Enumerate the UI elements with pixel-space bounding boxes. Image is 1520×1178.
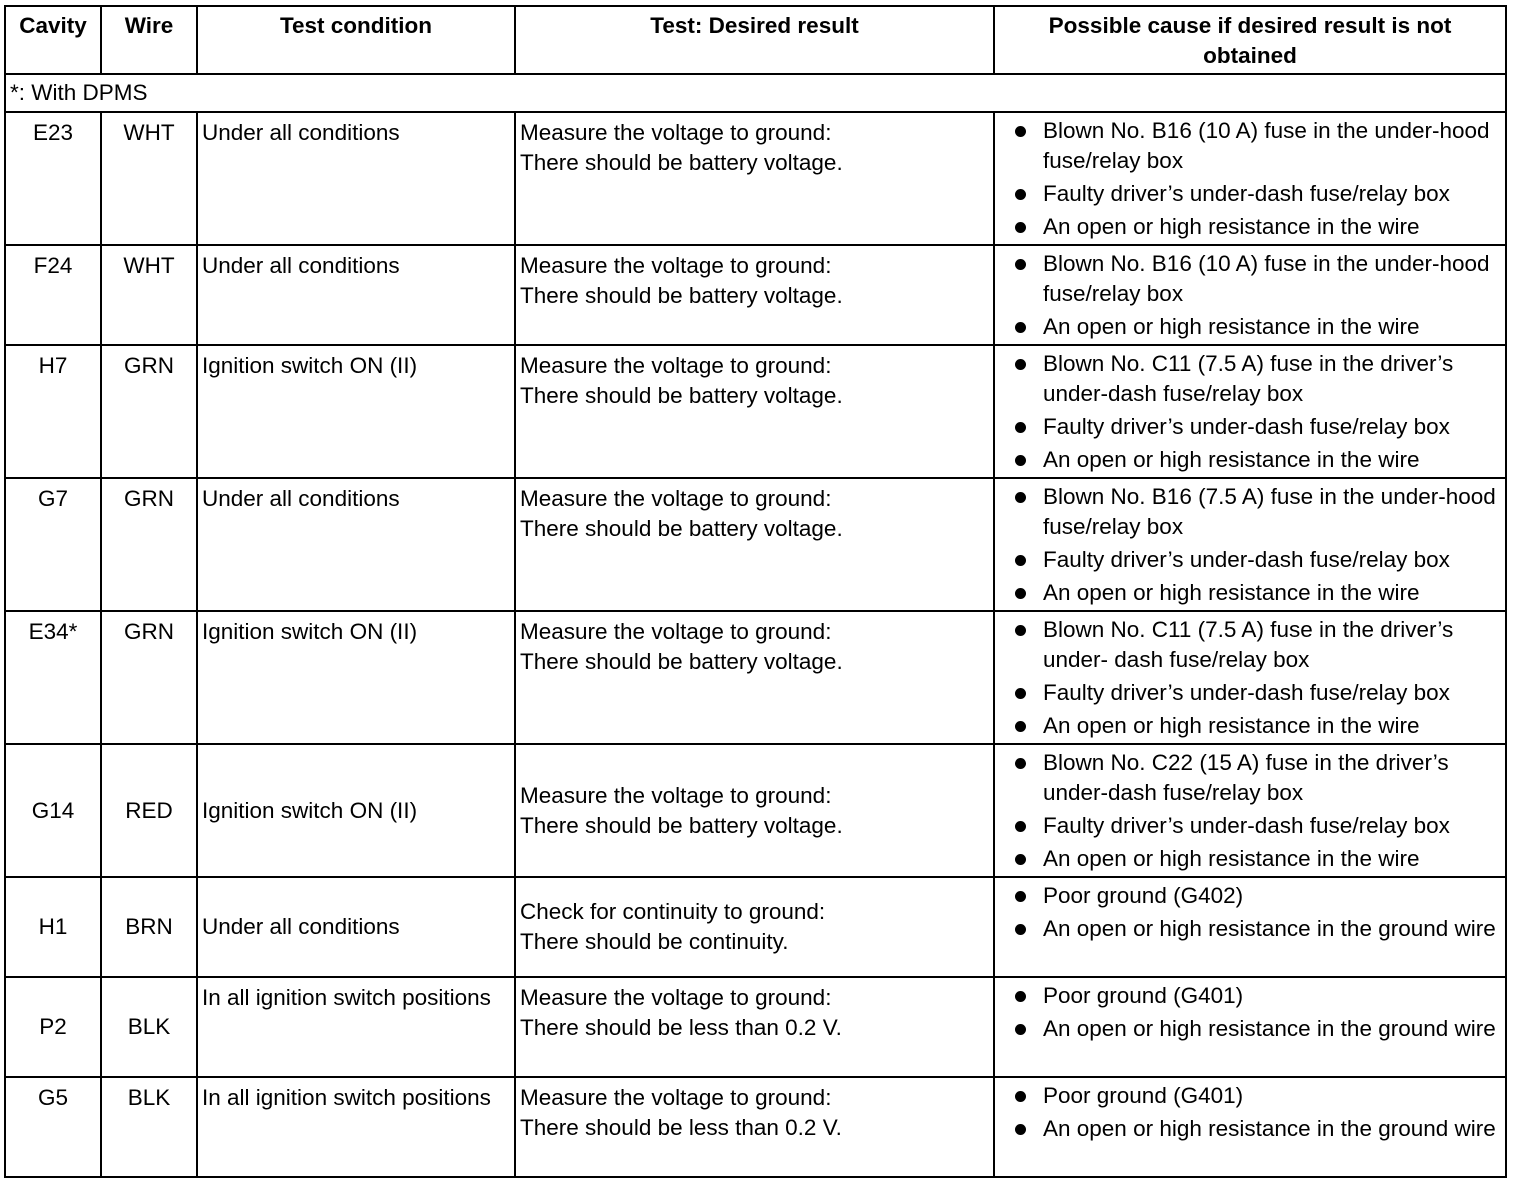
condition-cell: In all ignition switch positions bbox=[197, 1077, 515, 1177]
cavity-cell: G5 bbox=[5, 1077, 101, 1177]
table-row bbox=[5, 112, 1506, 245]
cause-item bbox=[1015, 1114, 1503, 1144]
bullet-icon bbox=[1015, 924, 1026, 935]
result-line-1: Measure the voltage to ground: bbox=[520, 985, 832, 1010]
cause-text: Faulty driver’s under-dash fuse/relay box bbox=[1043, 813, 1450, 838]
bullet-icon bbox=[1015, 1124, 1026, 1135]
cause-item bbox=[1015, 748, 1503, 808]
cause-item bbox=[1015, 249, 1503, 309]
cavity-cell: E23 bbox=[5, 112, 101, 245]
header-wire: Wire bbox=[101, 6, 197, 74]
result-cell bbox=[515, 977, 994, 1077]
cause-text: Faulty driver’s under-dash fuse/relay box bbox=[1043, 680, 1450, 705]
cause-item bbox=[1015, 811, 1503, 841]
wire-cell: GRN bbox=[101, 345, 197, 478]
cause-cell bbox=[994, 478, 1506, 611]
bullet-icon bbox=[1015, 758, 1026, 769]
table-row bbox=[5, 345, 1506, 478]
bullet-icon bbox=[1015, 189, 1026, 200]
cause-list bbox=[1015, 881, 1503, 944]
cause-item bbox=[1015, 678, 1503, 708]
result-line-2: There should be battery voltage. bbox=[520, 649, 843, 674]
result-cell bbox=[515, 877, 994, 977]
header-desired-result: Test: Desired result bbox=[515, 6, 994, 74]
bullet-icon bbox=[1015, 222, 1026, 233]
cause-item bbox=[1015, 179, 1503, 209]
bullet-icon bbox=[1015, 991, 1026, 1002]
table-row bbox=[5, 1077, 1506, 1177]
cause-list bbox=[1015, 748, 1503, 874]
cause-item bbox=[1015, 578, 1503, 608]
result-line-2: There should be battery voltage. bbox=[520, 383, 843, 408]
bullet-icon bbox=[1015, 891, 1026, 902]
cause-text: Faulty driver’s under-dash fuse/relay box bbox=[1043, 547, 1450, 572]
table-row bbox=[5, 245, 1506, 345]
cavity-cell: P2 bbox=[5, 977, 101, 1077]
cause-item bbox=[1015, 711, 1503, 741]
condition-cell: In all ignition switch positions bbox=[197, 977, 515, 1077]
dpms-note: *: With DPMS bbox=[5, 74, 1506, 112]
cause-item bbox=[1015, 881, 1503, 911]
header-test-condition: Test condition bbox=[197, 6, 515, 74]
wire-cell: WHT bbox=[101, 112, 197, 245]
cause-text: An open or high resistance in the ground wire bbox=[1043, 1116, 1496, 1141]
condition-cell: Ignition switch ON (II) bbox=[197, 744, 515, 877]
wire-cell: RED bbox=[101, 744, 197, 877]
cause-item bbox=[1015, 412, 1503, 442]
cause-cell bbox=[994, 245, 1506, 345]
bullet-icon bbox=[1015, 1024, 1026, 1035]
header-row bbox=[5, 6, 1506, 74]
bullet-icon bbox=[1015, 455, 1026, 466]
bullet-icon bbox=[1015, 259, 1026, 270]
condition-cell: Ignition switch ON (II) bbox=[197, 345, 515, 478]
condition-cell: Under all conditions bbox=[197, 245, 515, 345]
result-line-2: There should be battery voltage. bbox=[520, 283, 843, 308]
condition-cell: Under all conditions bbox=[197, 112, 515, 245]
bullet-icon bbox=[1015, 126, 1026, 137]
cause-item bbox=[1015, 445, 1503, 475]
cause-item bbox=[1015, 212, 1503, 242]
troubleshooting-table bbox=[4, 5, 1507, 1178]
bullet-icon bbox=[1015, 359, 1026, 370]
cause-item bbox=[1015, 545, 1503, 575]
cause-item bbox=[1015, 844, 1503, 874]
wire-cell: BRN bbox=[101, 877, 197, 977]
result-line-1: Measure the voltage to ground: bbox=[520, 782, 832, 808]
wire-cell: GRN bbox=[101, 478, 197, 611]
cause-list bbox=[1015, 349, 1503, 475]
result-line-1: Measure the voltage to ground: bbox=[520, 253, 832, 278]
condition-cell: Under all conditions bbox=[197, 877, 515, 977]
cause-text: Poor ground (G401) bbox=[1043, 1083, 1244, 1108]
cause-text: An open or high resistance in the wire bbox=[1043, 580, 1420, 605]
table-row bbox=[5, 877, 1506, 977]
cause-list bbox=[1015, 1081, 1503, 1144]
wire-cell: BLK bbox=[101, 1077, 197, 1177]
condition-cell: Under all conditions bbox=[197, 478, 515, 611]
result-line-1: Measure the voltage to ground: bbox=[520, 120, 832, 145]
result-line-2: There should be battery voltage. bbox=[520, 150, 843, 175]
wire-cell: GRN bbox=[101, 611, 197, 744]
result-cell bbox=[515, 245, 994, 345]
cause-list bbox=[1015, 615, 1503, 741]
cause-item bbox=[1015, 914, 1503, 944]
cavity-cell: H1 bbox=[5, 877, 101, 977]
cause-text: An open or high resistance in the ground wire bbox=[1043, 1016, 1496, 1041]
cause-item bbox=[1015, 1014, 1503, 1044]
cause-text: Poor ground (G401) bbox=[1043, 983, 1244, 1008]
cause-cell bbox=[994, 1077, 1506, 1177]
cause-cell bbox=[994, 877, 1506, 977]
cause-cell bbox=[994, 611, 1506, 744]
result-cell bbox=[515, 611, 994, 744]
cause-cell bbox=[994, 977, 1506, 1077]
result-line-2: There should be less than 0.2 V. bbox=[520, 1115, 842, 1140]
cavity-cell: H7 bbox=[5, 345, 101, 478]
cause-text: An open or high resistance in the ground wire bbox=[1043, 916, 1496, 941]
bullet-icon bbox=[1015, 625, 1026, 636]
cause-list bbox=[1015, 249, 1503, 342]
bullet-icon bbox=[1015, 821, 1026, 832]
table-row bbox=[5, 744, 1506, 877]
result-line-1: Measure the voltage to ground: bbox=[520, 619, 832, 644]
result-cell bbox=[515, 112, 994, 245]
cause-item bbox=[1015, 312, 1503, 342]
cause-list bbox=[1015, 482, 1503, 608]
cavity-cell: F24 bbox=[5, 245, 101, 345]
bullet-icon bbox=[1015, 688, 1026, 699]
result-cell bbox=[515, 1077, 994, 1177]
bullet-icon bbox=[1015, 422, 1026, 433]
cause-cell bbox=[994, 112, 1506, 245]
cause-text: Blown No. B16 (10 A) fuse in the under-hood fuse/relay box bbox=[1043, 251, 1490, 306]
cavity-cell: G7 bbox=[5, 478, 101, 611]
cause-text: An open or high resistance in the wire bbox=[1043, 314, 1420, 339]
cause-item bbox=[1015, 349, 1503, 409]
cause-text: An open or high resistance in the wire bbox=[1043, 447, 1420, 472]
condition-cell: Ignition switch ON (II) bbox=[197, 611, 515, 744]
result-cell bbox=[515, 744, 994, 877]
bullet-icon bbox=[1015, 492, 1026, 503]
cavity-cell: E34* bbox=[5, 611, 101, 744]
bullet-icon bbox=[1015, 588, 1026, 599]
header-possible-cause: Possible cause if desired result is not obtained bbox=[994, 6, 1506, 74]
header-cavity: Cavity bbox=[5, 6, 101, 74]
result-line-2: There should be less than 0.2 V. bbox=[520, 1015, 842, 1040]
bullet-icon bbox=[1015, 721, 1026, 732]
result-line-1: Check for continuity to ground: bbox=[520, 899, 826, 924]
cause-text: Faulty driver’s under-dash fuse/relay box bbox=[1043, 414, 1450, 439]
result-line-2: There should be battery voltage. bbox=[520, 516, 843, 541]
wire-cell: WHT bbox=[101, 245, 197, 345]
cause-text: An open or high resistance in the wire bbox=[1043, 846, 1420, 871]
cavity-cell: G14 bbox=[5, 744, 101, 877]
cause-list bbox=[1015, 116, 1503, 242]
cause-text: Poor ground (G402) bbox=[1043, 883, 1244, 908]
cause-item bbox=[1015, 482, 1503, 542]
bullet-icon bbox=[1015, 1091, 1026, 1102]
cause-text: Blown No. C11 (7.5 A) fuse in the driver’s under- dash fuse/relay box bbox=[1043, 617, 1454, 672]
result-cell bbox=[515, 345, 994, 478]
table-row bbox=[5, 478, 1506, 611]
bullet-icon bbox=[1015, 854, 1026, 865]
result-cell bbox=[515, 478, 994, 611]
cause-text: Faulty driver’s under-dash fuse/relay box bbox=[1043, 181, 1450, 206]
bullet-icon bbox=[1015, 322, 1026, 333]
cause-text: Blown No. C11 (7.5 A) fuse in the driver’s under-dash fuse/relay box bbox=[1043, 351, 1454, 406]
cause-cell bbox=[994, 744, 1506, 877]
cause-item bbox=[1015, 1081, 1503, 1111]
table-row bbox=[5, 977, 1506, 1077]
wire-cell: BLK bbox=[101, 977, 197, 1077]
table-row bbox=[5, 611, 1506, 744]
result-line-1: Measure the voltage to ground: bbox=[520, 353, 832, 378]
cause-text: Blown No. B16 (7.5 A) fuse in the under-hood fuse/relay box bbox=[1043, 484, 1496, 539]
note-row bbox=[5, 74, 1506, 112]
cause-cell bbox=[994, 345, 1506, 478]
cause-text: Blown No. B16 (10 A) fuse in the under-hood fuse/relay box bbox=[1043, 118, 1490, 173]
cause-text: An open or high resistance in the wire bbox=[1043, 713, 1420, 738]
cause-item bbox=[1015, 615, 1503, 675]
cause-text: An open or high resistance in the wire bbox=[1043, 214, 1420, 239]
cause-item bbox=[1015, 116, 1503, 176]
cause-text: Blown No. C22 (15 A) fuse in the driver’s under-dash fuse/relay box bbox=[1043, 750, 1449, 805]
result-line-2: There should be continuity. bbox=[520, 929, 789, 954]
result-line-1: Measure the voltage to ground: bbox=[520, 1085, 832, 1110]
bullet-icon bbox=[1015, 555, 1026, 566]
cause-item bbox=[1015, 981, 1503, 1011]
result-line-1: Measure the voltage to ground: bbox=[520, 486, 832, 511]
result-line-2: There should be battery voltage. bbox=[520, 812, 843, 838]
cause-list bbox=[1015, 981, 1503, 1044]
